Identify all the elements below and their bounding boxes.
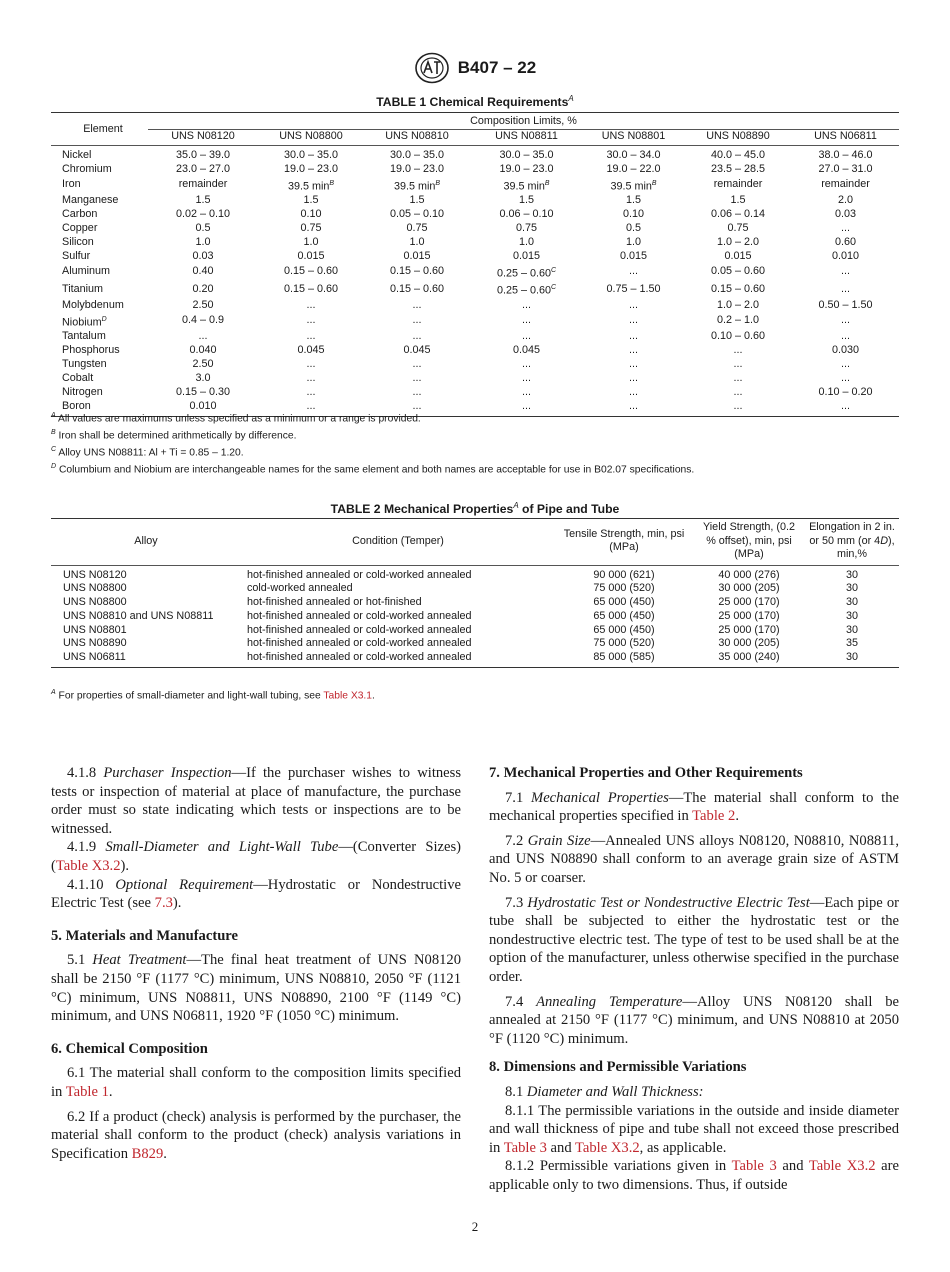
composition-value: ... [841,314,850,327]
composition-value: 19.0 – 23.0 [389,162,445,175]
para-7-1: 7.1 Mechanical Properties—The material shall conform to the mechanical properties specified in Table 2. [489,789,899,825]
composition-value: 30.0 – 35.0 [389,148,445,161]
mechanical-properties-table [51,518,899,668]
chemical-requirements-table [51,112,899,417]
yield-cell: 40 000 (276) [718,568,780,581]
table-x3-1-link[interactable]: Table X3.1 [323,690,373,702]
element-name: Titanium [62,282,103,295]
composition-value: 0.20 [192,282,214,295]
composition-value: ... [629,357,638,370]
composition-value: 0.15 – 0.60 [710,282,766,295]
composition-value: 0.03 [834,208,856,221]
tensile-cell: 90 000 (621) [593,568,655,581]
composition-value: ... [841,265,850,278]
footnote: $^B$ Iron shall be determined arithmetically by difference. [51,429,297,442]
composition-value: ... [522,385,531,398]
condition-cell: cold-worked annealed [247,582,353,595]
composition-value: ... [364,400,470,416]
tensile-cell: 75 000 (520) [593,637,655,650]
composition-value: 0.010 [831,249,860,262]
table-row [51,372,899,386]
composition-value: 0.15 – 0.60 [389,282,445,295]
element-name: Tungsten [62,357,107,370]
composition-value: 0.015 [619,249,648,262]
composition-value: 0.75 [727,221,749,234]
composition-value: ... [629,265,638,278]
footnote: $^D$ Columbium and Niobium are interchangeable names for the same element and both names are acceptable for use in B02.07 specifications. [51,463,695,476]
para-6-2: 6.2 If a product (check) analysis is performed by the purchaser, the material shall conform to the product (check) analysis variations in Specification B829. [51,1108,461,1162]
para-4-1-10: 4.1.10 Optional Requirement—Hydrostatic or Nondestructive Electric Test (see 7.3). [51,876,461,912]
table-row [51,596,899,610]
composition-value: 2.50 [192,298,214,311]
composition-value: 1.0 – 2.0 [716,298,760,311]
alloy-column-header: UNS N08801 [583,129,684,145]
composition-value: ... [412,371,422,384]
composition-value: 1.5 [409,194,425,207]
elongation-cell: 30 [805,651,899,667]
composition-header: Composition Limits, % [148,113,899,130]
composition-value: ... [841,330,850,343]
left-column [51,764,461,1169]
table-row [51,177,899,195]
composition-value: 30.0 – 35.0 [499,148,554,161]
b829-link[interactable]: B829 [131,1145,164,1162]
table-row [51,624,899,638]
element-name: Carbon [62,208,98,221]
composition-value: 0.030 [831,343,860,356]
composition-value: ... [792,400,899,416]
composition-value: 0.045 [403,343,431,356]
composition-value: 2.50 [192,357,214,370]
yield-cell: 30 000 (205) [718,582,780,595]
element-name: Manganese [62,194,119,207]
element-header: Element [51,113,148,146]
para-6-1: 6.1 The material shall conform to the composition limits specified in Table 1. [51,1065,461,1100]
alloy-column-header: UNS N06811 [792,129,899,145]
table-x3-2-link[interactable]: Table X3.2 [575,1139,640,1156]
composition-value: ... [306,330,316,343]
composition-value: 0.015 [512,249,541,262]
composition-value: 35.0 – 39.0 [175,148,231,161]
composition-value: ... [684,400,792,416]
composition-value: 0.10 – 0.20 [818,385,873,398]
composition-value: 0.75 – 1.50 [606,282,661,295]
composition-value: 0.75 [300,221,322,234]
composition-value: 0.15 – 0.60 [389,265,445,278]
composition-value: ... [470,400,583,416]
composition-value: ... [412,385,422,398]
composition-value: 1.5 [625,194,641,207]
composition-value: 0.015 [403,249,431,262]
alloy-cell: UNS N08800 [63,596,127,609]
composition-value: ... [629,385,638,398]
composition-value: 23.0 – 27.0 [175,162,231,175]
composition-value: 0.10 [622,208,644,221]
element-name: Aluminum [62,265,111,278]
table-row [51,565,899,582]
para-8-1: 8.1 Diameter and Wall Thickness: [505,1083,704,1100]
composition-value: ... [412,357,422,370]
table-row [51,651,899,667]
tensile-header: Tensile Strength, min, psi (MPa) [555,519,693,566]
composition-value: 0.50 – 1.50 [818,298,873,311]
composition-value: 0.40 [192,265,214,278]
condition-cell: hot-finished annealed or cold-worked annealed [247,609,472,622]
composition-value: $0.25 - 0.60^C$ [496,266,557,280]
elongation-cell: 30 [845,582,858,595]
table-row [51,222,899,236]
element-name: Nitrogen [62,385,103,398]
composition-value: ... [629,314,638,327]
table-3-link[interactable]: Table 3 [731,1158,777,1175]
condition-cell: hot-finished annealed or cold-worked annealed [247,637,472,650]
composition-value: 0.045 [297,343,325,356]
table-row [51,610,899,624]
composition-value: 39.5 $\min^B$ [393,179,441,193]
composition-value: 1.5 [518,194,534,207]
composition-value: ... [733,357,743,370]
composition-value: 1.5 [195,194,211,207]
composition-value: 0.02 – 0.10 [175,208,231,221]
elongation-cell: 30 [845,609,858,622]
section-7-3-link[interactable]: 7.3 [154,895,173,912]
composition-value: remainder [821,178,870,191]
composition-value: 0.06 – 0.10 [499,208,554,221]
composition-value: ... [841,221,850,234]
alloy-cell: UNS N08120 [63,568,127,581]
para-4-1-8: 4.1.8 Purchaser Inspection—If the purchaser wishes to witness tests or inspection of material at place of manufacture, the purchase order must so state indicating which tests or inspections are to be witnessed. [51,765,462,837]
composition-value: 0.75 [406,221,428,234]
element-name: Molybdenum [62,298,124,311]
yield-cell: 30 000 (205) [718,637,780,650]
element-name: Tantalum [62,330,106,343]
tensile-cell: 65 000 (450) [593,623,655,636]
condition-cell: hot-finished annealed or cold-worked annealed [241,651,555,667]
elongation-cell: 30 [845,596,858,609]
table-row [51,386,899,400]
composition-value: 0.60 [834,235,856,248]
alloy-column-header: UNS N08811 [470,129,583,145]
element-name: Cobalt [62,371,94,384]
tensile-cell: 85 000 (585) [555,651,693,667]
table-row [51,637,899,651]
composition-value: ... [258,400,364,416]
alloy-cell: UNS N08890 [63,637,127,650]
table-row [51,194,899,208]
element-name: Niobium$^D$ [62,315,107,329]
composition-value: 3.0 [195,371,211,384]
composition-value: 0.015 [297,249,325,262]
composition-value: 0.5 [195,221,211,234]
composition-value: 0.045 [512,343,541,356]
page-number: 2 [471,1219,479,1234]
composition-value: 30.0 – 35.0 [283,148,339,161]
composition-value: 30.0 – 34.0 [606,148,661,161]
composition-value: 0.10 – 0.60 [710,330,766,343]
composition-value: ... [522,330,531,343]
composition-value: 0.4 – 0.9 [181,314,225,327]
section-7-heading: 7. Mechanical Properties and Other Requirements [489,765,803,781]
astm-logo-icon [414,52,450,84]
composition-value: ... [733,385,743,398]
composition-value: 1.0 [409,235,425,248]
element-name: Phosphorus [62,343,120,356]
table-row [51,358,899,372]
composition-value: ... [412,298,422,311]
composition-value: 39.5 $\min^B$ [610,179,657,193]
composition-value: 19.0 – 23.0 [499,162,554,175]
table-row [51,145,899,162]
standard-code: B407 – 22 [457,58,537,77]
composition-value: ... [198,330,208,343]
composition-value: 0.05 – 0.10 [389,208,445,221]
condition-cell: hot-finished annealed or cold-worked annealed [247,623,472,636]
composition-value: 0.15 – 0.60 [283,282,339,295]
element-name: Iron [62,178,81,191]
table-row [51,208,899,222]
section-6-heading: 6. Chemical Composition [51,1040,208,1057]
para-5-1: 5.1 Heat Treatment—The final heat treatment of UNS N08120 shall be 2150 °F (1177 °C) minimum, UNS N08810, 2050 °F (1121 °C) minimum, UNS N08811, UNS N08890, 2100 °F (1149 °C) minimum, and UNS N06811, 1920 °F (1050 °C) minimum. [51,952,462,1025]
table-row [51,281,899,299]
element-name: Boron [51,400,148,416]
yield-cell: 25 000 (170) [718,623,780,636]
elongation-cell: 35 [845,637,858,650]
table-row [51,299,899,313]
composition-value: 0.10 [300,208,322,221]
composition-value: 1.0 – 2.0 [716,235,760,248]
footnote: $^A$ All values are maximums unless specified as a minimum or a range is provided. [51,412,421,425]
condition-cell: hot-finished annealed or hot-finished [247,596,422,609]
composition-value: 0.2 – 1.0 [716,314,760,327]
composition-value: 0.5 [625,221,641,234]
para-7-3: 7.3 Hydrostatic Test or Nondestructive Electric Test—Each pipe or tube shall be subjected to either the hydrostatic test or the nondestructive electric test. The type of test to be used shall be at the option of the manufacturer, unless otherwise specified in the purchase order. [489,894,900,985]
table-x3-2-link[interactable]: Table X3.2 [808,1158,876,1175]
composition-value: $0.25 - 0.60^C$ [496,284,557,297]
table2-caption: TABLE 2 Mechanical Properties$^A$ of Pipe and Tube [330,501,620,517]
composition-value: 0.15 – 0.30 [175,385,231,398]
composition-value: 27.0 – 31.0 [818,162,873,175]
composition-value: 1.0 [303,235,319,248]
table-row [51,313,899,331]
section-5-heading: 5. Materials and Manufacture [51,927,238,944]
composition-value: ... [522,298,531,311]
yield-cell: 35 000 (240) [693,651,805,667]
composition-value: ... [412,314,422,327]
footnote: $^C$ Alloy UNS N08811: Al + Ti = 0.85 – 1.20. [51,446,244,459]
alloy-column-header: UNS N08810 [364,129,470,145]
composition-value: ... [629,330,638,343]
table-row [51,236,899,250]
composition-value: 23.5 – 28.5 [710,162,766,175]
condition-cell: hot-finished annealed or cold-worked annealed [247,568,472,581]
table-2-link[interactable]: Table 2 [692,808,736,825]
composition-value: ... [629,298,638,311]
yield-cell: 25 000 (170) [718,609,780,622]
composition-value: 38.0 – 46.0 [818,148,873,161]
composition-value: 0.05 – 0.60 [710,265,766,278]
table1-caption: TABLE 1 Chemical Requirements$^A$ [376,94,574,110]
element-name: Nickel [62,148,92,161]
alloy-cell: UNS N06811 [51,651,241,667]
composition-value: 2.0 [837,194,853,207]
alloy-cell: UNS N08800 [63,582,127,595]
composition-value: 19.0 – 23.0 [283,162,339,175]
composition-value: ... [841,282,850,295]
composition-value: 1.5 [730,194,746,207]
composition-value: 0.010 [148,400,258,416]
composition-value: ... [522,371,531,384]
para-7-2: 7.2 Grain Size—Annealed UNS alloys N08120, N08810, N08811, and UNS N08890 shall conform to an average grain size of ASTM No. 5 or coarser. [489,832,899,886]
tensile-cell: 65 000 (450) [593,596,655,609]
elongation-header: Elongation in 2 in. or 50 mm (or 4D), min,% [805,519,899,566]
composition-value: ... [522,314,531,327]
page-header [0,52,950,84]
composition-value: 0.15 – 0.60 [283,265,339,278]
alloy-cell: UNS N08810 and UNS N08811 [63,609,214,622]
tensile-cell: 65 000 (450) [593,609,655,622]
composition-value: ... [841,357,850,370]
composition-value: 19.0 – 22.0 [606,162,661,175]
yield-cell: 25 000 (170) [718,596,780,609]
alloy-column-header: UNS N08800 [258,129,364,145]
table-row [51,250,899,264]
composition-value: 1.0 [625,235,641,248]
composition-value: ... [306,357,316,370]
elongation-cell: 30 [845,623,858,636]
table-row [51,330,899,344]
table2-footnote: $^A$ For properties of small-diameter and light-wall tubing, see Table X3.1. [51,689,375,702]
composition-value: ... [629,371,638,384]
table-3-link[interactable]: Table 3 [503,1139,547,1156]
alloy-column-header: UNS N08890 [684,129,792,145]
composition-value: ... [306,371,316,384]
composition-value: 0.06 – 0.14 [710,208,766,221]
alloy-header: Alloy [51,519,241,566]
para-8-1-1: 8.1.1 The permissible variations in the outside and inside diameter and wall thickness of pipe and tube shall not exceed those prescribed in Table 3 and Table X3.2, as applicable. [489,1102,899,1156]
composition-value: 39.5 $\min^B$ [503,179,550,193]
element-name: Chromium [62,162,112,175]
composition-value: ... [412,330,422,343]
composition-value: ... [522,357,531,370]
composition-value: 0.015 [724,249,752,262]
table-row [51,582,899,596]
condition-header: Condition (Temper) [241,519,555,566]
para-4-1-9: 4.1.9 Small-Diameter and Light-Wall Tube—(Converter Sizes) (Table X3.2). [51,839,461,874]
section-8-heading: 8. Dimensions and Permissible Variations [489,1059,747,1076]
alloy-column-header: UNS N08120 [148,129,258,145]
composition-value: 39.5 $\min^B$ [287,179,335,193]
yield-header: Yield Strength, (0.2 % offset), min, psi (MPa) [693,519,805,566]
composition-value: ... [306,298,316,311]
composition-value: ... [733,371,743,384]
composition-value: remainder [178,178,228,191]
composition-value: 1.0 [195,235,211,248]
alloy-cell: UNS N08801 [63,623,127,636]
composition-value: ... [629,343,638,356]
composition-value: 0.03 [192,249,214,262]
composition-value: ... [733,343,743,356]
element-name: Sulfur [62,249,91,262]
elongation-cell: 30 [845,568,858,581]
table-row [51,264,899,282]
element-name: Copper [62,221,98,234]
composition-value: ... [583,400,684,416]
table-1-link[interactable]: Table 1 [65,1083,109,1100]
right-column [489,764,899,1200]
composition-value: ... [306,385,316,398]
para-8-1-2: 8.1.2 Permissible variations given in Table 3 and Table X3.2 are applicable only to two dimensions. Thus, if outside [489,1158,899,1193]
composition-value: 0.75 [515,221,537,234]
composition-value: 40.0 – 45.0 [710,148,766,161]
table-row [51,344,899,358]
para-7-4: 7.4 Annealing Temperature—Alloy UNS N08120 shall be annealed at 2150 °F (1177 °C) minimum, and UNS N08810 at 2050 °F (1120 °C) minimum. [489,993,899,1047]
composition-value: 1.0 [518,235,534,248]
composition-value: ... [841,371,850,384]
table-row [51,163,899,177]
composition-value: remainder [713,178,763,191]
table1-footnotes [51,409,694,477]
composition-value: 1.5 [303,194,319,207]
table-x3-2-link[interactable]: Table X3.2 [55,857,121,874]
composition-value: ... [306,314,316,327]
composition-value: 0.040 [189,343,217,356]
tensile-cell: 75 000 (520) [593,582,655,595]
element-name: Silicon [62,235,94,248]
